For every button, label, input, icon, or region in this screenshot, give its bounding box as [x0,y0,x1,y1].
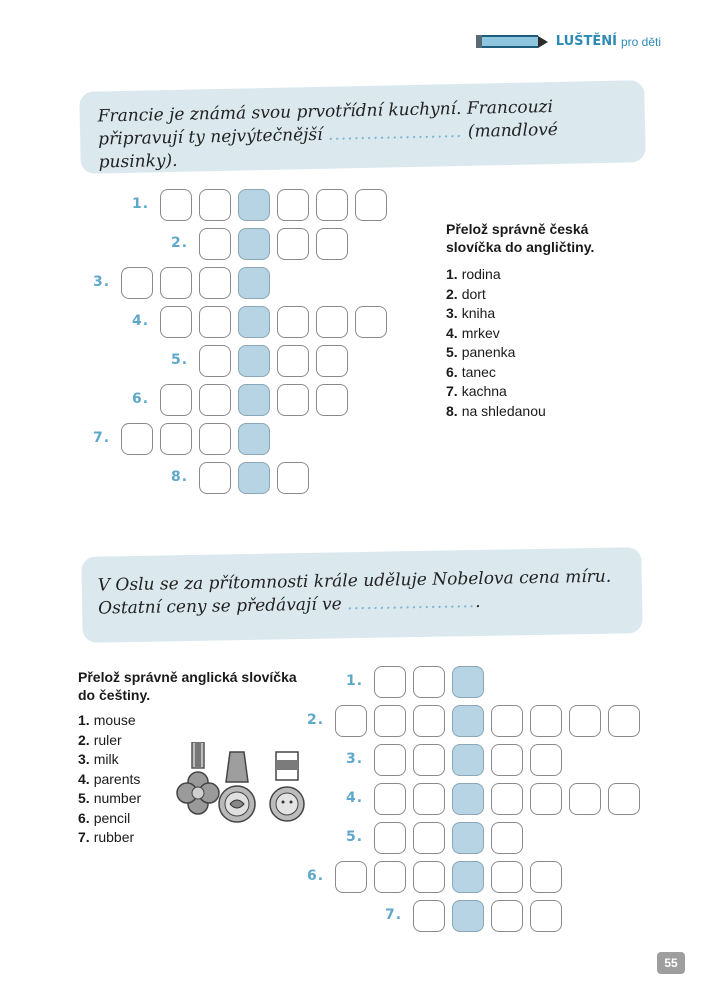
letter-cell[interactable] [199,345,231,377]
solution-cell[interactable] [238,384,270,416]
puzzle1-word-list [446,265,546,421]
puzzle1-clue-end: (mandlové pusinky). [98,119,559,173]
letter-cell[interactable] [199,228,231,260]
solution-cell[interactable] [238,228,270,260]
letter-cell[interactable] [569,783,601,815]
puzzle1-instruction-line2: slovíčka do angličtiny. [446,239,595,255]
letter-cell[interactable] [199,189,231,221]
puzzle2-clue-end: . [475,591,481,613]
puzzle1-answer-blank[interactable]: ..................... [327,121,463,145]
letter-cell[interactable] [277,384,309,416]
letter-cell[interactable] [608,783,640,815]
puzzle1-instruction [446,220,594,256]
letter-cell[interactable] [316,228,348,260]
row-number: 5. [171,352,189,368]
letter-cell[interactable] [277,462,309,494]
letter-cell[interactable] [355,306,387,338]
page-number: 55 [657,952,685,974]
letter-cell[interactable] [413,900,445,932]
letter-cell[interactable] [374,861,406,893]
letter-cell[interactable] [530,744,562,776]
list-item: 7. rubber [78,829,135,845]
solution-cell[interactable] [452,822,484,854]
letter-cell[interactable] [530,861,562,893]
puzzle1-clue [79,80,646,174]
letter-cell[interactable] [374,666,406,698]
letter-cell[interactable] [160,306,192,338]
letter-cell[interactable] [491,783,523,815]
letter-cell[interactable] [316,345,348,377]
letter-cell[interactable] [277,228,309,260]
row-number: 6. [132,391,150,407]
brand-title: LUŠTĚNÍ [555,34,617,49]
row-number: 2. [307,712,325,728]
letter-cell[interactable] [199,462,231,494]
list-item: 4. mrkev [446,324,500,341]
letter-cell[interactable] [530,783,562,815]
list-item: 2. ruler [78,731,122,748]
row-number: 4. [346,790,364,806]
solution-cell[interactable] [452,666,484,698]
letter-cell[interactable] [121,423,153,455]
letter-cell[interactable] [413,666,445,698]
letter-cell[interactable] [160,423,192,455]
letter-cell[interactable] [530,705,562,737]
row-number: 3. [346,751,364,767]
list-item: 8. na shledanou [446,402,546,419]
solution-cell[interactable] [238,423,270,455]
letter-cell[interactable] [335,861,367,893]
medals-icon [170,742,315,837]
list-item: 3. milk [78,751,119,767]
letter-cell[interactable] [160,384,192,416]
solution-cell[interactable] [452,783,484,815]
list-item: 5. number [78,790,142,806]
letter-cell[interactable] [277,306,309,338]
letter-cell[interactable] [160,267,192,299]
row-number: 7. [93,430,111,446]
puzzle2-word-list [78,711,141,848]
letter-cell[interactable] [569,705,601,737]
solution-cell[interactable] [452,861,484,893]
letter-cell[interactable] [160,189,192,221]
solution-cell[interactable] [452,705,484,737]
letter-cell[interactable] [199,267,231,299]
list-item: 6. tanec [446,363,496,380]
letter-cell[interactable] [199,423,231,455]
row-number: 3. [93,274,111,290]
row-number: 7. [385,907,403,923]
solution-cell[interactable] [238,462,270,494]
puzzle2-clue-text: V Oslu se za přítomnosti krále uděluje Nobelova cena míru. Ostatní ceny se předávají ve [97,566,612,619]
list-item: 4. parents [78,770,141,787]
letter-cell[interactable] [316,384,348,416]
letter-cell[interactable] [374,744,406,776]
letter-cell[interactable] [491,744,523,776]
row-number: 2. [171,235,189,251]
puzzle1-clue-text: Francie je známá svou prvotřídní kuchyní. Francouzi připravují ty nejvýtečnější [97,97,554,150]
list-item: 2. dort [446,285,486,302]
row-number: 6. [307,868,325,884]
puzzle2-clue [81,547,642,643]
letter-cell[interactable] [491,705,523,737]
puzzle2-instruction [78,668,297,704]
list-item: 1. rodina [446,266,501,282]
letter-cell[interactable] [316,306,348,338]
letter-cell[interactable] [374,783,406,815]
pencil-icon [482,35,548,48]
solution-cell[interactable] [238,189,270,221]
solution-cell[interactable] [238,345,270,377]
list-item: 7. kachna [446,383,507,399]
letter-cell[interactable] [413,705,445,737]
letter-cell[interactable] [491,861,523,893]
letter-cell[interactable] [491,822,523,854]
letter-cell[interactable] [413,744,445,776]
solution-cell[interactable] [452,900,484,932]
solution-cell[interactable] [238,267,270,299]
letter-cell[interactable] [121,267,153,299]
letter-cell[interactable] [355,189,387,221]
puzzle2-answer-blank[interactable]: .................... [346,592,476,615]
list-item: 1. mouse [78,712,136,728]
list-item: 3. kniha [446,305,496,321]
list-item: 5. panenka [446,344,516,360]
brand-subtitle: pro děti [620,34,661,49]
letter-cell[interactable] [413,861,445,893]
row-number: 8. [171,469,189,485]
list-item: 6. pencil [78,809,131,826]
letter-cell[interactable] [608,705,640,737]
letter-cell[interactable] [491,900,523,932]
page-header [482,34,661,49]
letter-cell[interactable] [335,705,367,737]
row-number: 1. [132,196,150,212]
letter-cell[interactable] [199,306,231,338]
solution-cell[interactable] [452,744,484,776]
puzzle1-instruction-line1: Přelož správně česká [446,221,589,237]
letter-cell[interactable] [199,384,231,416]
letter-cell[interactable] [277,345,309,377]
letter-cell[interactable] [530,900,562,932]
puzzle2-instruction-line1: Přelož správně anglická slovíčka [78,669,297,685]
letter-cell[interactable] [413,783,445,815]
row-number: 1. [346,673,364,689]
letter-cell[interactable] [374,705,406,737]
letter-cell[interactable] [374,822,406,854]
row-number: 4. [132,313,150,329]
letter-cell[interactable] [316,189,348,221]
row-number: 5. [346,829,364,845]
letter-cell[interactable] [277,189,309,221]
puzzle2-instruction-line2: do češtiny. [78,687,151,703]
letter-cell[interactable] [413,822,445,854]
solution-cell[interactable] [238,306,270,338]
